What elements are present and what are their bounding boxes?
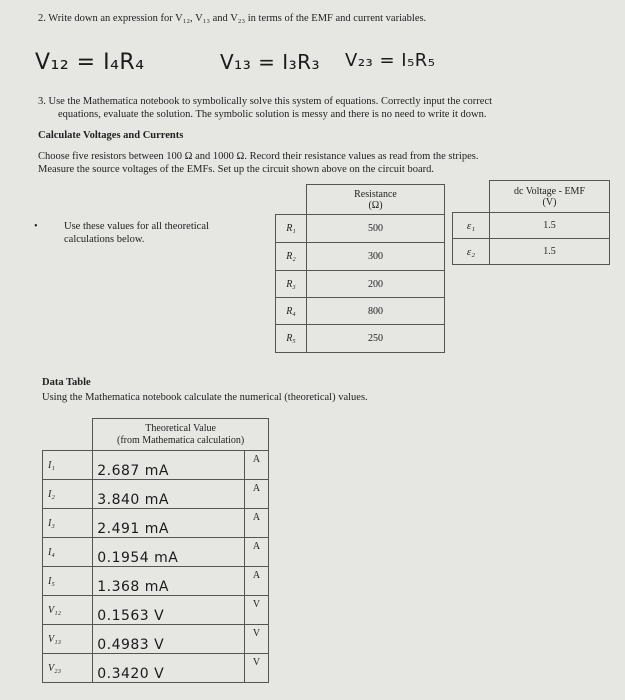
data-row-value: 1.368 mA (93, 567, 245, 596)
calc-heading: Calculate Voltages and Currents (38, 130, 184, 141)
data-row-value: 2.687 mA (93, 451, 245, 480)
data-table (42, 418, 269, 683)
emf-header-unit: (V) (542, 196, 557, 208)
question-3-line1: 3. Use the Mathematica notebook to symbolically solve this system of equations. Correctly input the correct (38, 96, 493, 107)
data-row-label: V₁₂ (43, 596, 93, 625)
resistance-label: R₁ (276, 215, 307, 243)
resistance-header-unit: (Ω) (368, 199, 383, 211)
data-table-intro: Using the Mathematica notebook calculate the numerical (theoretical) values. (42, 392, 368, 403)
resistance-value: 300 (307, 243, 445, 271)
emf-label: ε₂ (453, 239, 490, 265)
handwritten-v23: V₂₃ = I₅R₅ (345, 50, 436, 71)
bullet-dot: • (34, 221, 38, 232)
bullet-line2: calculations below. (64, 234, 145, 245)
calc-line1: Choose five resistors between 100 Ω and 1000 Ω. Record their resistance values as read from the stripes. (38, 151, 479, 162)
resistance-table (275, 184, 445, 353)
data-row-value: 3.840 mA (93, 480, 245, 509)
resistance-label: R₂ (276, 243, 307, 271)
resistance-corner (276, 185, 307, 215)
data-row-value: 2.491 mA (93, 509, 245, 538)
data-header-line2: (from Mathematica calculation) (117, 434, 245, 446)
data-row-value: 0.3420 V (93, 654, 245, 683)
data-row-label: V₁₃ (43, 625, 93, 654)
emf-header-label: dc Voltage - EMF (513, 185, 585, 197)
emf-corner (453, 181, 490, 213)
emf-label: ε₁ (453, 213, 490, 239)
data-row-value: 0.1563 V (93, 596, 245, 625)
data-header-line1: Theoretical Value (145, 422, 216, 434)
resistance-value: 500 (307, 215, 445, 243)
handwritten-v12: V₁₂ = I₄R₄ (35, 50, 145, 75)
data-row-label: I₂ (43, 480, 93, 509)
handwritten-v13: V₁₃ = I₃R₃ (220, 50, 321, 74)
data-row-unit: V (244, 654, 268, 683)
resistance-value: 800 (307, 298, 445, 325)
data-row-label: I₅ (43, 567, 93, 596)
data-row-label: V₂₃ (43, 654, 93, 683)
data-row-unit: A (244, 567, 268, 596)
data-row-label: I₁ (43, 451, 93, 480)
data-row-label: I₄ (43, 538, 93, 567)
question-3-line2: equations, evaluate the solution. The symbolic solution is messy and there is no need to write it down. (58, 109, 487, 120)
data-row-unit: A (244, 538, 268, 567)
data-corner (43, 419, 93, 451)
resistance-label: R₅ (276, 325, 307, 353)
emf-header (490, 181, 610, 213)
resistance-label: R₄ (276, 298, 307, 325)
bullet-line1: Use these values for all theoretical (64, 221, 209, 232)
data-row-value: 0.4983 V (93, 625, 245, 654)
resistance-header (307, 185, 445, 215)
data-row-label: I₃ (43, 509, 93, 538)
emf-value: 1.5 (490, 213, 610, 239)
question-2-text: 2. Write down an expression for V₁₂, V₁₃ and V₂₃ in terms of the EMF and current variables. (38, 13, 427, 24)
calc-line2: Measure the source voltages of the EMFs. Set up the circuit shown above on the circuit board. (38, 164, 434, 175)
emf-table (452, 180, 610, 265)
data-row-unit: V (244, 596, 268, 625)
data-header (93, 419, 269, 451)
resistance-value: 250 (307, 325, 445, 353)
data-row-unit: A (244, 480, 268, 509)
data-row-unit: V (244, 625, 268, 654)
resistance-label: R₃ (276, 271, 307, 298)
data-row-unit: A (244, 451, 268, 480)
resistance-value: 200 (307, 271, 445, 298)
data-row-unit: A (244, 509, 268, 538)
data-table-title: Data Table (42, 377, 91, 388)
emf-value: 1.5 (490, 239, 610, 265)
data-row-value: 0.1954 mA (93, 538, 245, 567)
resistance-header-label: Resistance (354, 188, 397, 200)
